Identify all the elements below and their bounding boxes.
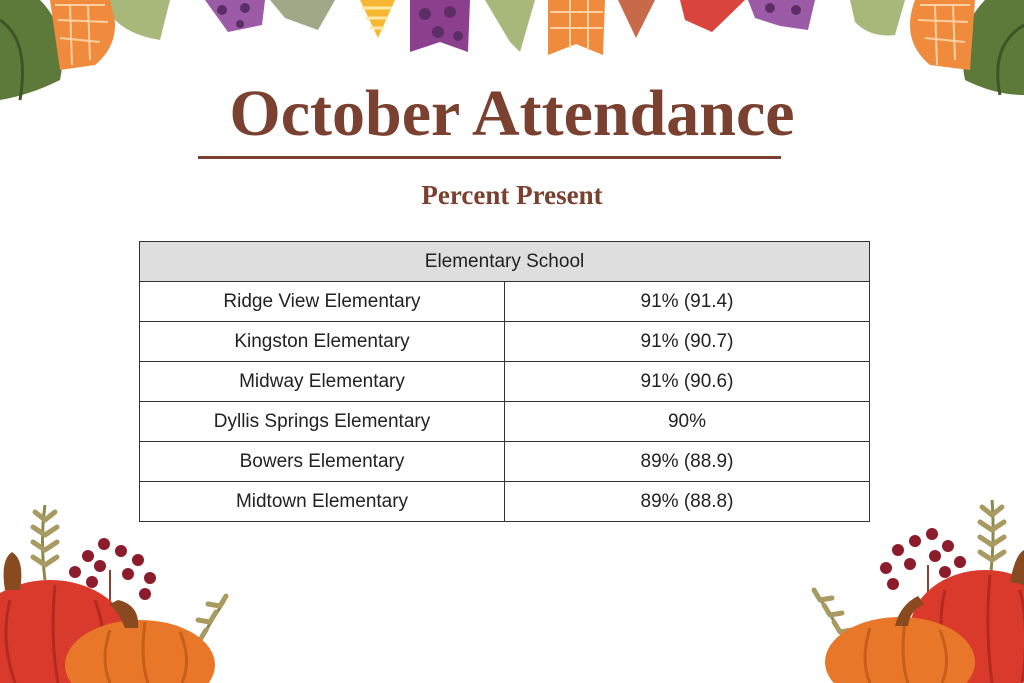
bunting-flags [205,0,815,55]
attendance-percent: 91% (90.7) [505,322,870,362]
table-row [140,322,870,362]
school-name: Midway Elementary [140,362,505,402]
school-name: Ridge View Elementary [140,282,505,322]
school-name: Bowers Elementary [140,442,505,482]
school-name: Midtown Elementary [140,482,505,522]
attendance-percent: 89% (88.8) [505,482,870,522]
attendance-percent: 89% (88.9) [505,442,870,482]
school-name: Kingston Elementary [140,322,505,362]
pumpkins-bottom-right [814,500,1024,683]
attendance-percent: 91% (91.4) [505,282,870,322]
page-subtitle: Percent Present [421,180,603,210]
title-divider [198,156,781,159]
pumpkins-bottom-left [0,505,226,683]
page-title: October Attendance [229,77,795,150]
attendance-percent: 90% [505,402,870,442]
attendance-table [139,241,870,522]
table-row [140,362,870,402]
attendance-percent: 91% (90.6) [505,362,870,402]
table-row [140,442,870,482]
table-row [140,282,870,322]
table-row [140,482,870,522]
group-header: Elementary School [140,242,870,282]
table-row [140,402,870,442]
table-header-row [140,242,870,282]
school-name: Dyllis Springs Elementary [140,402,505,442]
